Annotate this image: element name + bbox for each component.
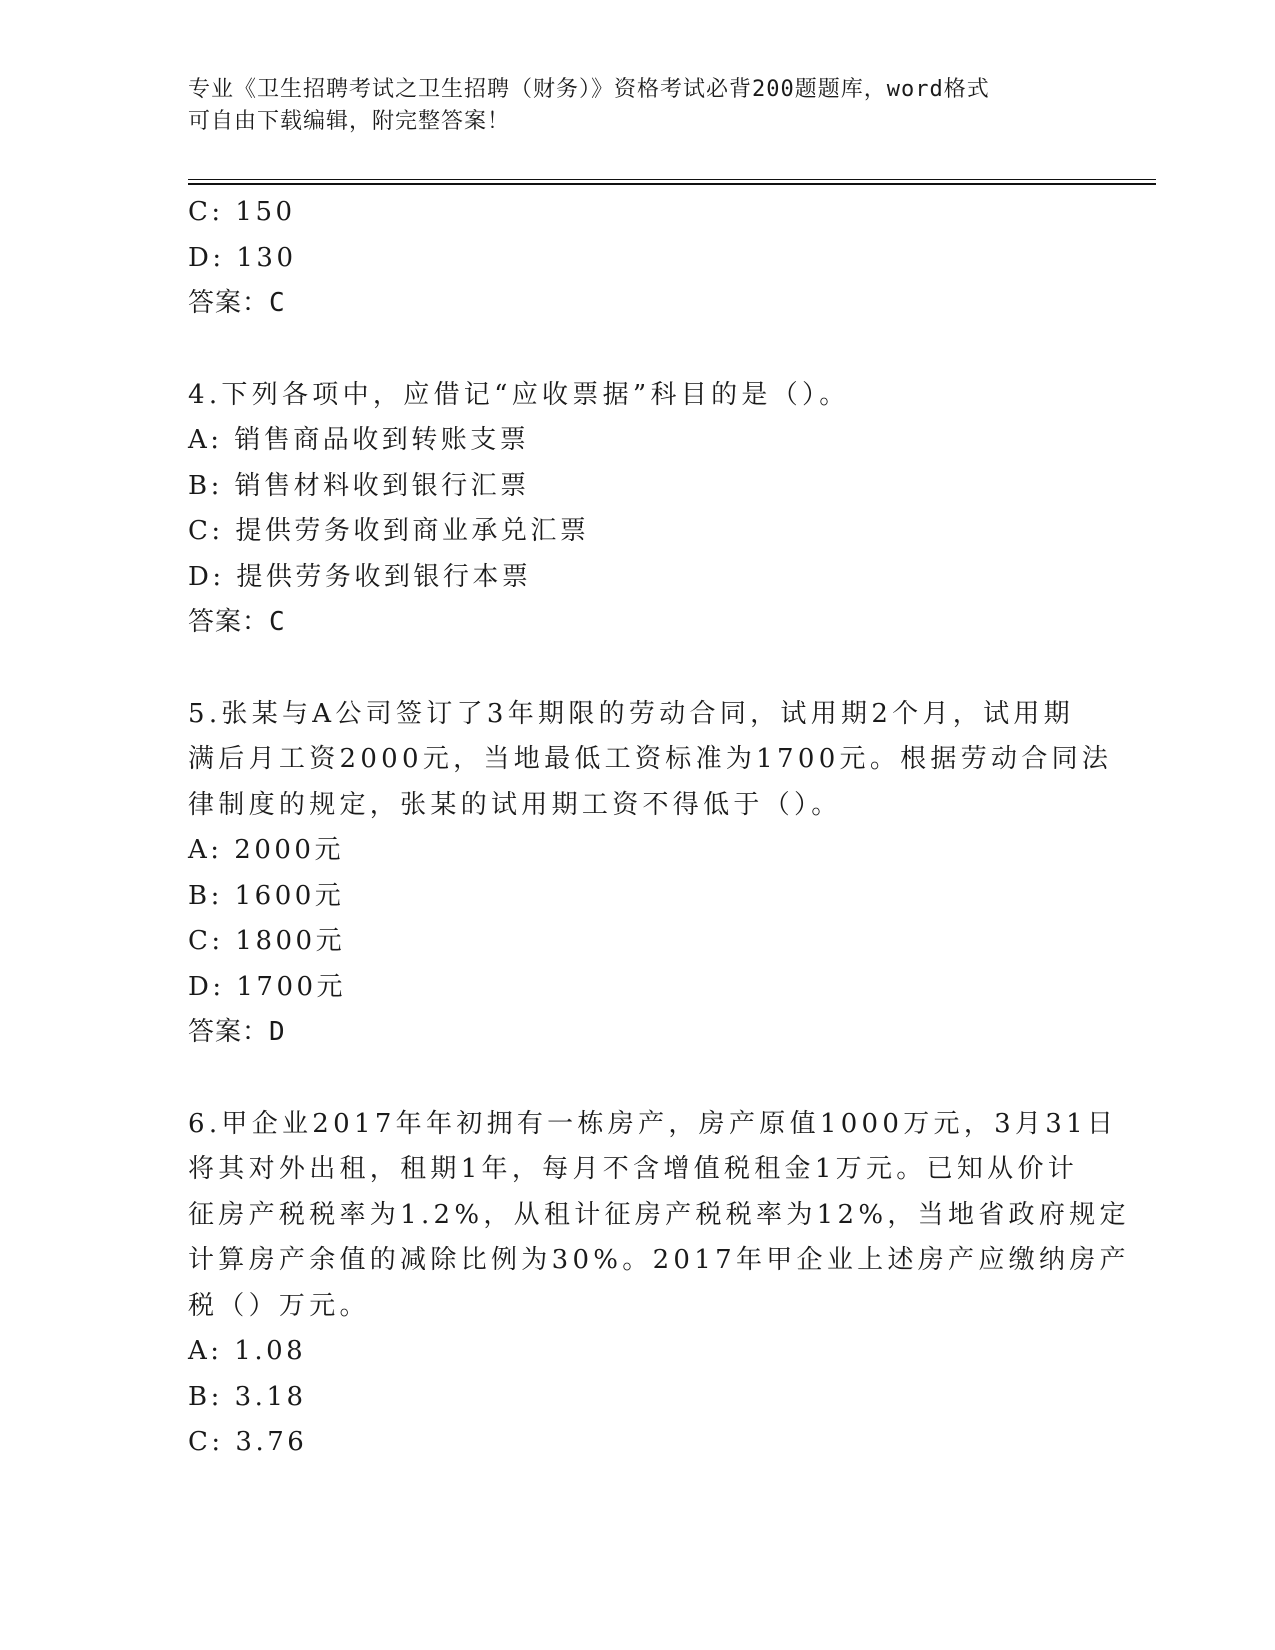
- header-line-2: 可自由下载编辑，附完整答案！: [188, 109, 511, 134]
- spacer: [188, 1056, 1068, 1102]
- header-divider-thick: [188, 183, 1156, 185]
- option-c: C: 提供劳务收到商业承兑汇票: [188, 516, 590, 546]
- option-b: B: 1600元: [188, 880, 345, 911]
- stem-line: 4.下列各项中，应借记“应收票据”科目的是（）。: [188, 379, 850, 410]
- stem-line: 将其对外出租，租期1年，每月不含增值税租金1万元。已知从价计: [188, 1154, 1079, 1184]
- stem-line: 律制度的规定，张某的试用期工资不得低于（）。: [188, 789, 842, 820]
- stem-line: 计算房产余值的减除比例为30%。2017年甲企业上述房产应缴纳房产: [188, 1245, 1130, 1275]
- spacer: [188, 646, 1068, 692]
- option-c: C: 150: [188, 197, 296, 227]
- stem-line: 满后月工资2000元，当地最低工资标准为1700元。根据劳动合同法: [188, 744, 1113, 774]
- option-d: D: 提供劳务收到银行本票: [188, 561, 532, 592]
- question-3: [188, 190, 1068, 327]
- answer-line: 答案：C: [188, 288, 286, 318]
- header-line-1: 专业《卫生招聘考试之卫生招聘（财务）》资格考试必背200题题库，word格式: [188, 77, 990, 102]
- document-header: [188, 74, 1068, 138]
- question-stem: [188, 1102, 1130, 1330]
- stem-line: 6.甲企业2017年年初拥有一栋房产，房产原值1000万元，3月31日: [188, 1108, 1118, 1139]
- option-a: A: 销售商品收到转账支票: [188, 425, 530, 455]
- spacer: [188, 327, 1068, 373]
- option-d: D: 130: [188, 242, 297, 273]
- answer-line: 答案：D: [188, 1017, 286, 1047]
- stem-line: 5.张某与A公司签订了3年期限的劳动合同，试用期2个月，试用期: [188, 698, 1074, 729]
- question-4: [188, 373, 1068, 646]
- question-stem: [188, 692, 1113, 829]
- stem-line: 税（）万元。: [188, 1290, 370, 1321]
- question-6: [188, 1102, 1130, 1466]
- option-c: C: 1800元: [188, 926, 346, 956]
- option-b: B: 销售材料收到银行汇票: [188, 470, 530, 501]
- answer-line: 答案：C: [188, 607, 286, 637]
- option-d: D: 1700元: [188, 971, 347, 1002]
- question-stem: [188, 373, 1068, 419]
- question-5: [188, 692, 1113, 1056]
- option-a: A: 1.08: [188, 1336, 307, 1366]
- stem-line: 征房产税税率为1.2%，从租计征房产税税率为12%，当地省政府规定: [188, 1199, 1130, 1230]
- option-c: C: 3.76: [188, 1427, 308, 1457]
- option-a: A: 2000元: [188, 835, 344, 865]
- option-b: B: 3.18: [188, 1381, 307, 1412]
- question-list: [188, 190, 1130, 1466]
- header-divider-thin: [188, 179, 1156, 180]
